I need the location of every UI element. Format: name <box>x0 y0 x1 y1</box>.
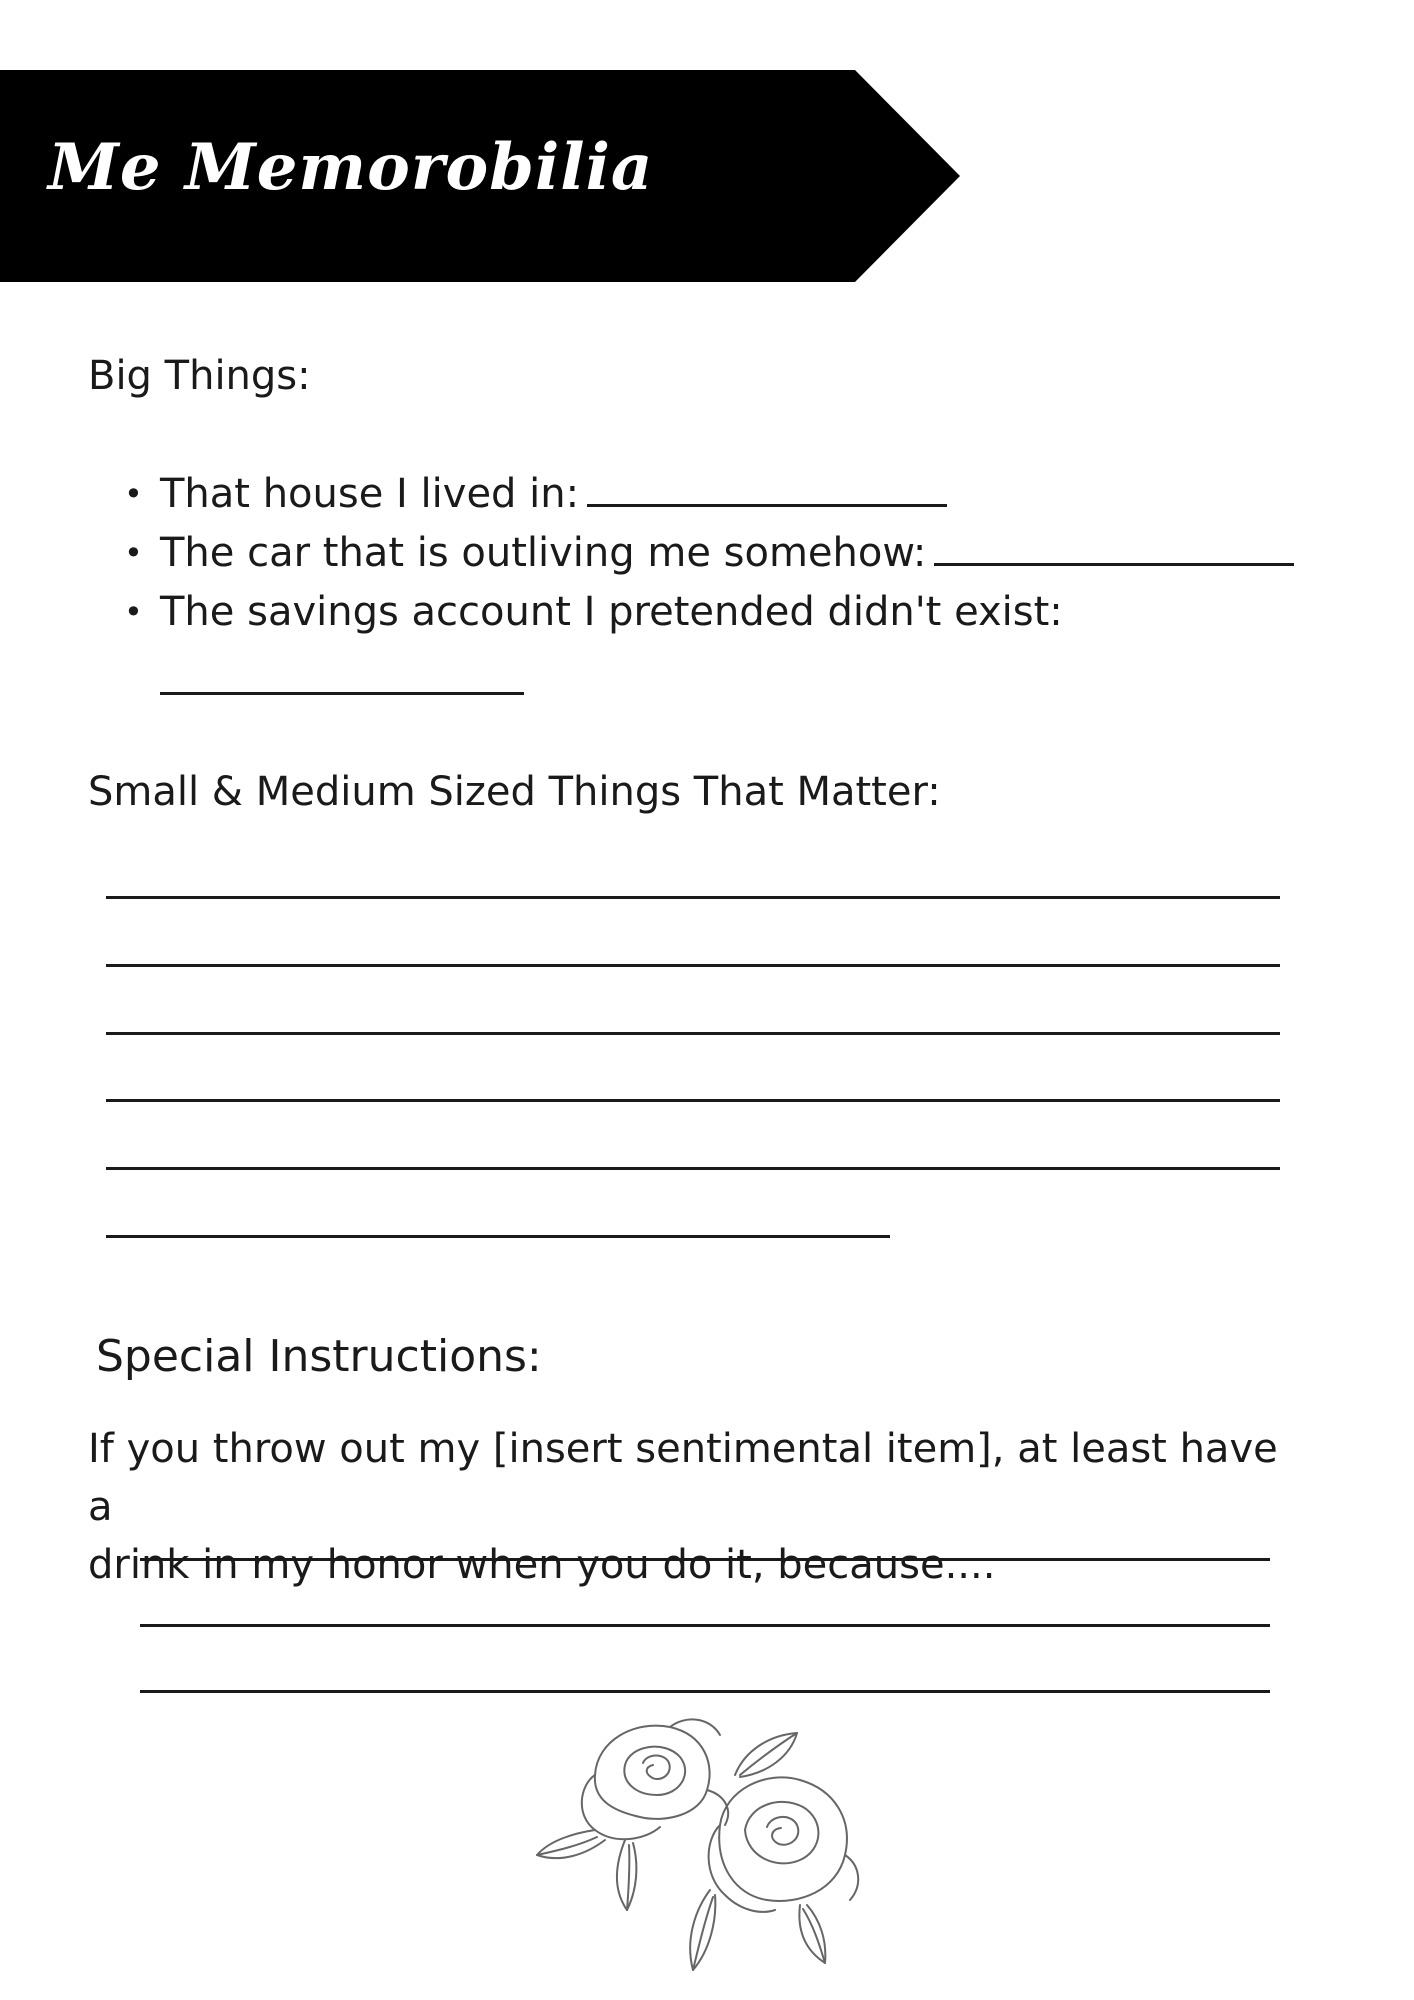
house-label: That house I lived in: <box>160 471 580 517</box>
special-line-1[interactable] <box>140 1558 1270 1561</box>
small-things-line-4[interactable] <box>106 1099 1280 1102</box>
page-title: Me Memorobilia <box>48 130 654 205</box>
special-instructions-label: Special Instructions: <box>96 1331 542 1382</box>
list-item <box>124 588 1294 647</box>
list-item <box>124 470 1294 529</box>
small-things-line-6[interactable] <box>106 1235 890 1238</box>
small-things-label: Small & Medium Sized Things That Matter: <box>88 769 941 815</box>
savings-blank-field[interactable] <box>160 692 524 695</box>
savings-label: The savings account I pretended didn't exist: <box>160 589 1063 635</box>
car-label: The car that is outliving me somehow: <box>160 530 927 576</box>
roses-illustration-icon <box>535 1705 885 1975</box>
big-things-list <box>124 470 1294 647</box>
house-blank-field[interactable] <box>587 470 947 507</box>
special-line-3[interactable] <box>140 1690 1270 1693</box>
small-things-line-3[interactable] <box>106 1032 1280 1035</box>
small-things-line-5[interactable] <box>106 1167 1280 1170</box>
car-blank-field[interactable] <box>934 529 1294 566</box>
special-line-2[interactable] <box>140 1624 1270 1627</box>
list-item <box>124 529 1294 588</box>
special-instructions-text: If you throw out my [insert sentimental item], at least have a drink in my honor when you do it, because.... <box>88 1426 1278 1588</box>
small-things-line-2[interactable] <box>106 964 1280 967</box>
big-things-label: Big Things: <box>88 353 311 399</box>
small-things-line-1[interactable] <box>106 896 1280 899</box>
